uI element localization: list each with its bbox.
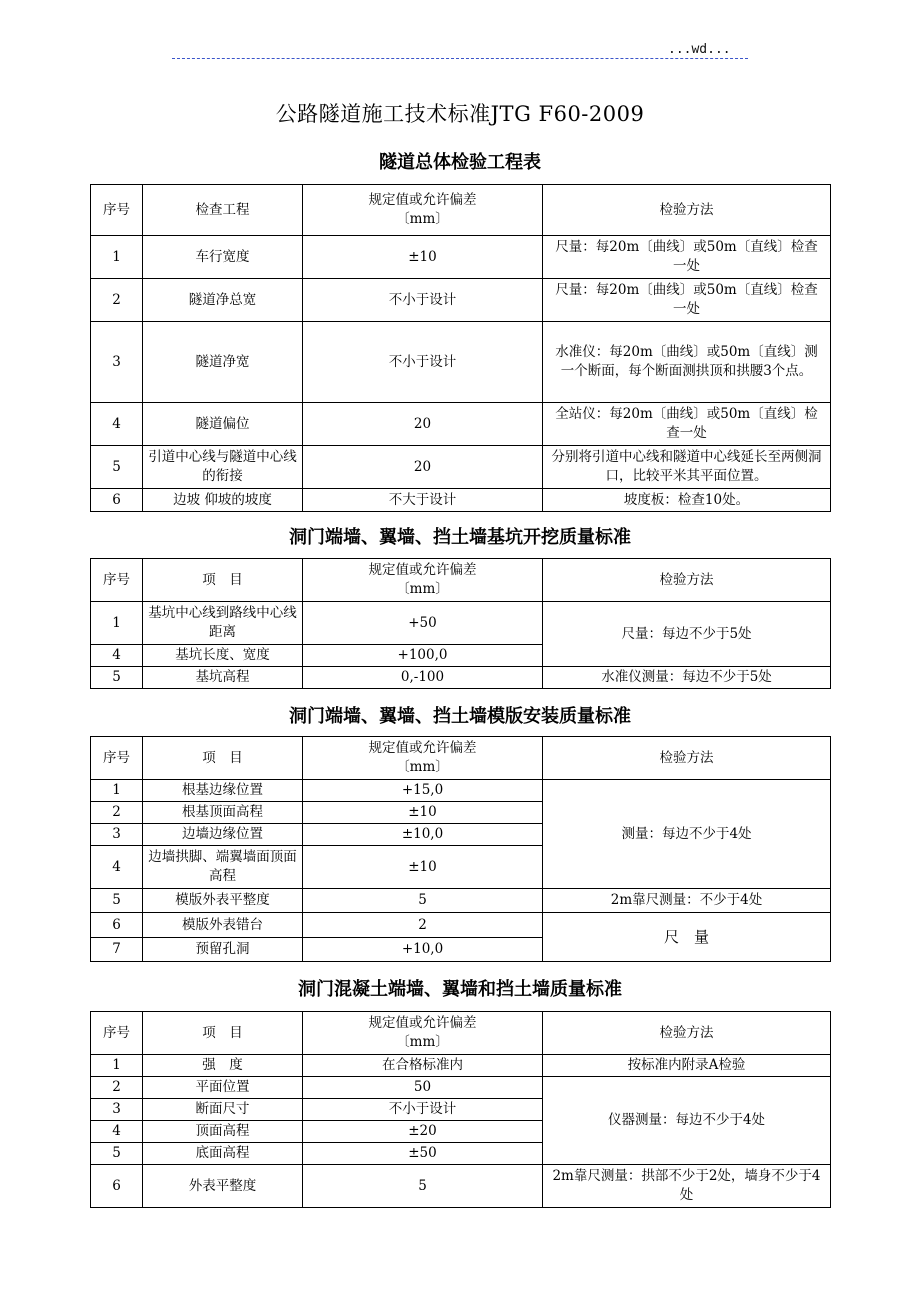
cell-tolerance: 2 <box>303 913 543 938</box>
col-method: 检验方法 <box>543 737 831 780</box>
cell-tolerance: +100,0 <box>303 645 543 667</box>
cell-seq: 2 <box>91 1077 143 1099</box>
cell-tolerance: +50 <box>303 602 543 645</box>
table-header-row <box>91 1012 831 1055</box>
cell-tolerance: ±50 <box>303 1143 543 1165</box>
cell-item: 平面位置 <box>143 1077 303 1099</box>
cell-tolerance: 0,-100 <box>303 667 543 689</box>
cell-item: 预留孔洞 <box>143 938 303 962</box>
cell-tolerance: ±20 <box>303 1121 543 1143</box>
col-tolerance: 规定值或允许偏差 〔mm〕 <box>303 559 543 602</box>
table-row <box>91 279 831 322</box>
cell-tolerance: 5 <box>303 1165 543 1208</box>
cell-seq: 5 <box>91 446 143 489</box>
cell-method: 仪器测量：每边不少于4处 <box>543 1077 831 1165</box>
cell-seq: 4 <box>91 403 143 446</box>
cell-tolerance: ±10 <box>303 236 543 279</box>
cell-seq: 6 <box>91 489 143 512</box>
table-row <box>91 403 831 446</box>
col-method: 检验方法 <box>543 1012 831 1055</box>
col-tolerance: 规定值或允许偏差 〔mm〕 <box>303 185 543 236</box>
col-item: 项 目 <box>143 1012 303 1055</box>
cell-tolerance: ±10 <box>303 802 543 824</box>
table3-title: 洞门端墙、翼墙、挡土墙模版安装质量标准 <box>289 706 631 727</box>
table-row <box>91 602 831 645</box>
cell-item: 边墙边缘位置 <box>143 824 303 846</box>
col-item: 项 目 <box>143 737 303 780</box>
col-seq: 序号 <box>91 737 143 780</box>
cell-method: 水准仪：每20m〔曲线〕或50m〔直线〕测一个断面，每个断面测拱顶和拱腰3个点。 <box>543 322 831 403</box>
cell-item: 基坑中心线到路线中心线距离 <box>143 602 303 645</box>
table4-title: 洞门混凝土端墙、翼墙和挡土墙质量标准 <box>298 979 622 1000</box>
table-row <box>91 913 831 938</box>
cell-tolerance: ±10 <box>303 846 543 889</box>
cell-item: 断面尺寸 <box>143 1099 303 1121</box>
cell-method: 全站仪：每20m〔曲线〕或50m〔直线〕检查一处 <box>543 403 831 446</box>
col-seq: 序号 <box>91 1012 143 1055</box>
cell-item: 基坑长度、宽度 <box>143 645 303 667</box>
cell-seq: 2 <box>91 802 143 824</box>
cell-seq: 6 <box>91 913 143 938</box>
table-header-row <box>91 185 831 236</box>
table-concrete-walls <box>90 1011 831 1208</box>
cell-item: 边坡 仰坡的坡度 <box>143 489 303 512</box>
cell-item: 隧道偏位 <box>143 403 303 446</box>
cell-tolerance: 不小于设计 <box>303 322 543 403</box>
cell-tolerance: 不小于设计 <box>303 279 543 322</box>
cell-item: 基坑高程 <box>143 667 303 689</box>
cell-item: 边墙拱脚、端翼墙面顶面高程 <box>143 846 303 889</box>
cell-tolerance: 50 <box>303 1077 543 1099</box>
cell-method: 水准仪测量：每边不少于5处 <box>543 667 831 689</box>
cell-method: 尺 量 <box>543 913 831 962</box>
cell-tolerance: 在合格标准内 <box>303 1055 543 1077</box>
cell-item: 强 度 <box>143 1055 303 1077</box>
cell-item: 顶面高程 <box>143 1121 303 1143</box>
cell-seq: 4 <box>91 1121 143 1143</box>
table-formwork <box>90 736 831 962</box>
table-header-row <box>91 559 831 602</box>
table-row <box>91 322 831 403</box>
table-row <box>91 446 831 489</box>
col-method: 检验方法 <box>543 185 831 236</box>
cell-method: 坡度板：检查10处。 <box>543 489 831 512</box>
cell-tolerance: +15,0 <box>303 780 543 802</box>
table-row <box>91 889 831 913</box>
table1-title: 隧道总体检验工程表 <box>379 152 541 173</box>
cell-seq: 5 <box>91 1143 143 1165</box>
cell-method: 尺量：每20m〔曲线〕或50m〔直线〕检查一处 <box>543 236 831 279</box>
cell-tolerance: 5 <box>303 889 543 913</box>
col-method: 检验方法 <box>543 559 831 602</box>
cell-seq: 2 <box>91 279 143 322</box>
cell-seq: 1 <box>91 780 143 802</box>
cell-item: 隧道净总宽 <box>143 279 303 322</box>
cell-seq: 3 <box>91 824 143 846</box>
cell-item: 底面高程 <box>143 1143 303 1165</box>
table-row <box>91 489 831 512</box>
cell-seq: 6 <box>91 1165 143 1208</box>
cell-seq: 1 <box>91 236 143 279</box>
header-mark: ...wd... <box>668 42 731 57</box>
cell-method: 尺量：每边不少于5处 <box>543 602 831 667</box>
cell-item: 外表平整度 <box>143 1165 303 1208</box>
cell-method: 分别将引道中心线和隧道中心线延长至两侧洞口，比较平米其平面位置。 <box>543 446 831 489</box>
cell-item: 隧道净宽 <box>143 322 303 403</box>
cell-seq: 5 <box>91 667 143 689</box>
cell-tolerance: 不小于设计 <box>303 1099 543 1121</box>
col-tolerance: 规定值或允许偏差 〔mm〕 <box>303 1012 543 1055</box>
table-row <box>91 1165 831 1208</box>
cell-seq: 4 <box>91 846 143 889</box>
cell-seq: 3 <box>91 322 143 403</box>
cell-seq: 5 <box>91 889 143 913</box>
cell-tolerance: 不大于设计 <box>303 489 543 512</box>
cell-item: 根基顶面高程 <box>143 802 303 824</box>
table-row <box>91 780 831 802</box>
header-rule <box>172 58 748 59</box>
cell-item: 引道中心线与隧道中心线的衔接 <box>143 446 303 489</box>
cell-tolerance: 20 <box>303 403 543 446</box>
cell-seq: 1 <box>91 1055 143 1077</box>
col-tolerance: 规定值或允许偏差 〔mm〕 <box>303 737 543 780</box>
table-row <box>91 236 831 279</box>
cell-item: 根基边缘位置 <box>143 780 303 802</box>
cell-item: 模版外表错台 <box>143 913 303 938</box>
table-excavation <box>90 558 831 689</box>
cell-method: 尺量：每20m〔曲线〕或50m〔直线〕检查一处 <box>543 279 831 322</box>
cell-tolerance: ±10,0 <box>303 824 543 846</box>
table-tunnel-overall <box>90 184 831 512</box>
cell-seq: 4 <box>91 645 143 667</box>
col-seq: 序号 <box>91 185 143 236</box>
cell-method: 2m靠尺测量：拱部不少于2处，墙身不少于4处 <box>543 1165 831 1208</box>
cell-tolerance: 20 <box>303 446 543 489</box>
cell-tolerance: +10,0 <box>303 938 543 962</box>
table-row <box>91 1055 831 1077</box>
cell-method: 2m靠尺测量：不少于4处 <box>543 889 831 913</box>
cell-seq: 7 <box>91 938 143 962</box>
col-seq: 序号 <box>91 559 143 602</box>
cell-seq: 3 <box>91 1099 143 1121</box>
cell-method: 按标准内附录A检验 <box>543 1055 831 1077</box>
table-header-row <box>91 737 831 780</box>
page-title: 公路隧道施工技术标准JTG F60-2009 <box>275 102 645 126</box>
cell-item: 模版外表平整度 <box>143 889 303 913</box>
table2-title: 洞门端墙、翼墙、挡土墙基坑开挖质量标准 <box>289 527 631 548</box>
cell-item: 车行宽度 <box>143 236 303 279</box>
col-item: 检查工程 <box>143 185 303 236</box>
table-row <box>91 667 831 689</box>
col-item: 项 目 <box>143 559 303 602</box>
cell-seq: 1 <box>91 602 143 645</box>
cell-method: 测量：每边不少于4处 <box>543 780 831 889</box>
table-row <box>91 1077 831 1099</box>
